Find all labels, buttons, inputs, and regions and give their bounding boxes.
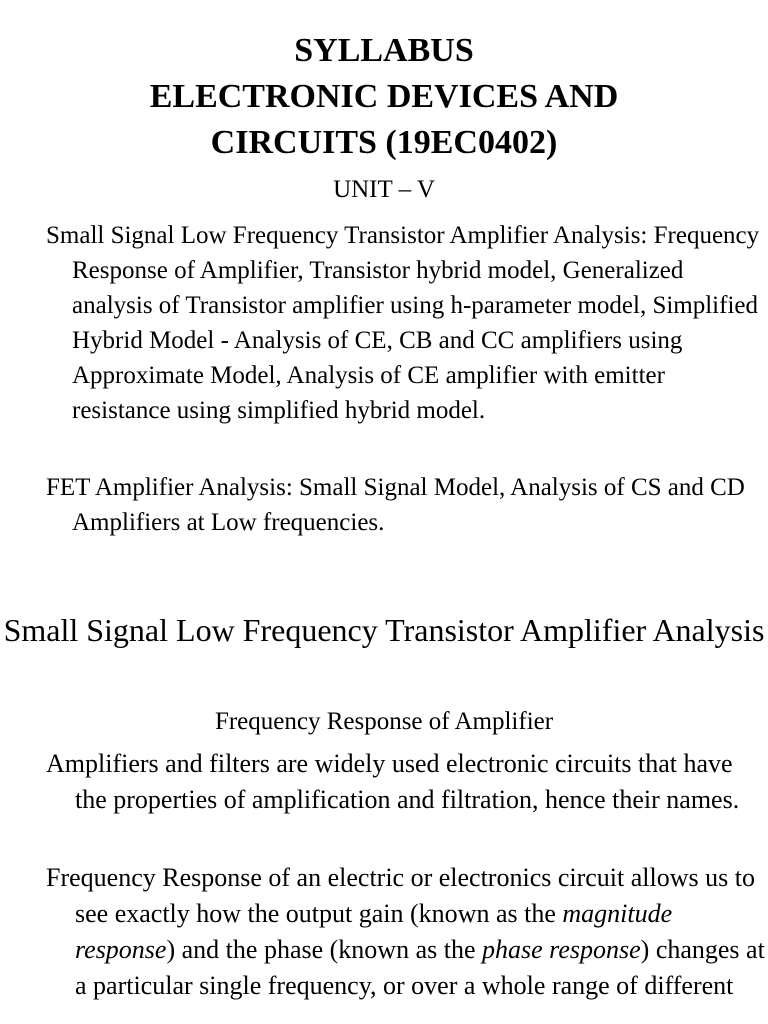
body-paragraph-2-text-3: ) changes at a particular single frequency, or over a whole range of different — [75, 935, 765, 1000]
section-title: Small Signal Low Frequency Transistor Amplifier Analysis — [3, 612, 765, 648]
syllabus-paragraph-2: FET Amplifier Analysis: Small Signal Model, Analysis of CS and CD Amplifiers at Low frequencies. — [46, 474, 745, 536]
body-paragraph-2-text-2: ) and the phase (known as the — [166, 935, 483, 964]
unit-label: UNIT – V — [333, 176, 435, 203]
course-title-line-1: ELECTRONIC DEVICES AND — [149, 78, 619, 115]
section-subtitle: Frequency Response of Amplifier — [214, 708, 554, 735]
syllabus-paragraph-1: Small Signal Low Frequency Transistor Amplifier Analysis: Frequency Response of Amplifier, Transistor hybrid model, Generalized analysis of Transistor amplifier using h-parameter model, Simplified Hybrid Model - Analysis of CE, CB and CC amplifiers using Approximate Model, Analysis of CE amplifier with emitter resistance using simplified hybrid model. — [46, 222, 760, 424]
body-paragraph-2 — [46, 860, 765, 1004]
body-paragraph-1: Amplifiers and filters are widely used electronic circuits that have the properties of amplification and filtration, hence their names. — [46, 749, 740, 814]
course-title-line-2: CIRCUITS (19EC0402) — [210, 124, 558, 161]
body-paragraph-2-text-1: Frequency Response of an electric or electronics circuit allows us to see exactly how the output gain (known as the — [46, 863, 755, 928]
magnitude-response-term: magnitude response — [75, 899, 673, 964]
syllabus-heading: SYLLABUS — [294, 32, 474, 69]
phase-response-term: phase response — [482, 935, 641, 964]
